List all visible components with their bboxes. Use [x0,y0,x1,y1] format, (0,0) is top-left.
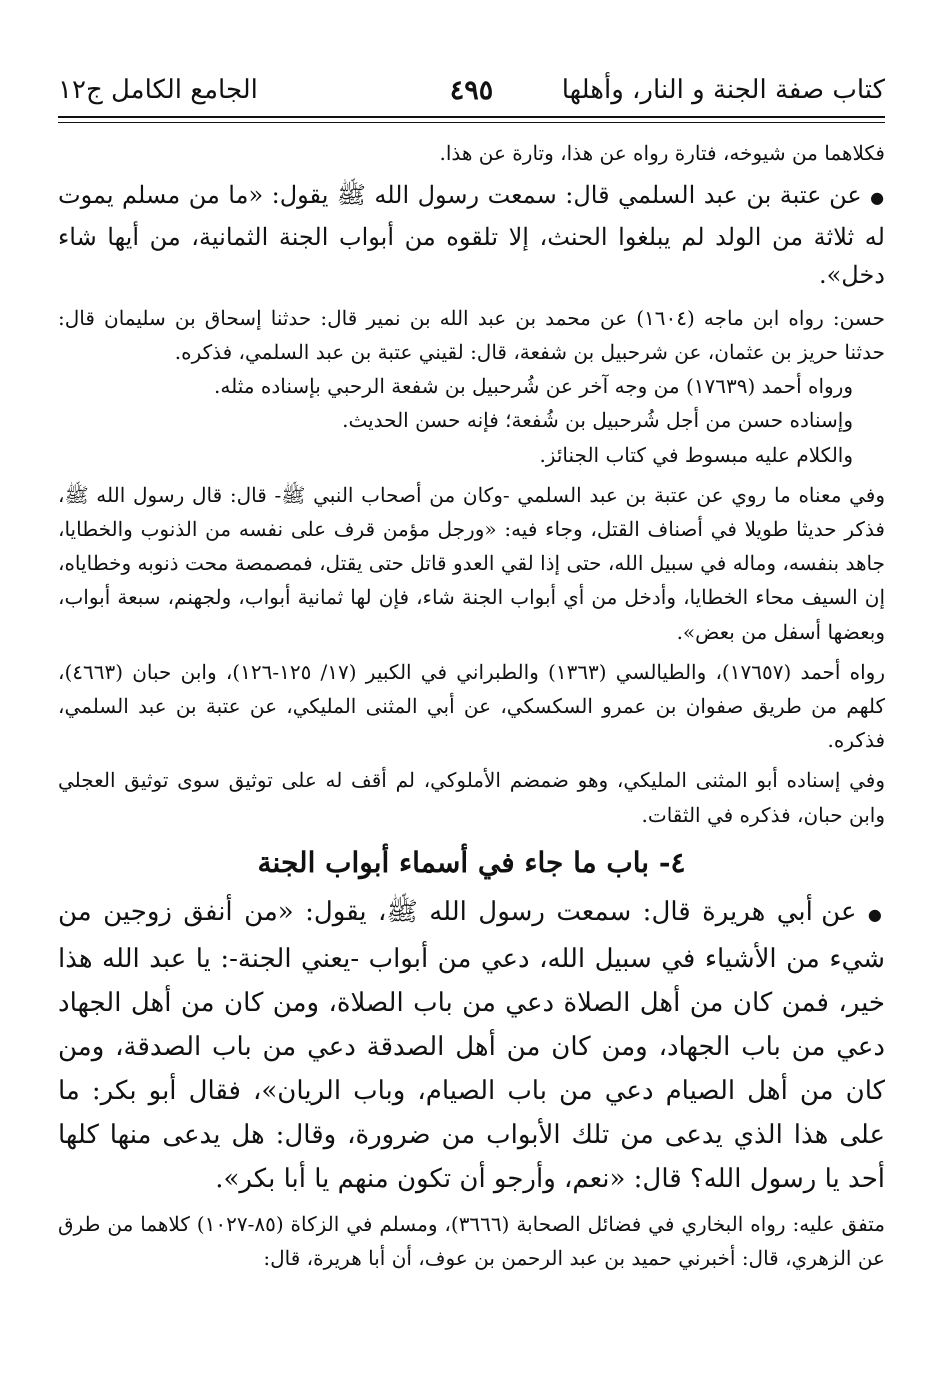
paragraph-5: وإسناده حسن من أجل شُرحبيل بن شُفعة؛ فإنه حسن الحديث. [342,408,853,433]
paragraph-9: وفي إسناده أبو المثنى المليكي، وهو ضمضم الأملوكي، لم أقف له على توثيق سوى توثيق العجلي وابن حبان، فذكره في الثقات. [58,768,886,827]
paragraph-6: والكلام عليه مبسوط في كتاب الجنائز. [539,442,853,467]
header-chapter-title: كتاب صفة الجنة و النار، وأهلها [561,75,885,105]
header-rule-thick [58,116,885,118]
paragraph-8: رواه أحمد (١٧٦٥٧)، والطيالسي (١٣٦٣) والطبراني في الكبير (١٧/ ١٢٥-١٢٦)، وابن حبان (٤٦٦٣)، كلهم من طريق صفوان بن عمرو السكسكي، عن أبي المثنى المليكي، عن عتبة بن عبد السلمي، فذكره. [58,659,885,753]
paragraph-1: فكلاهما من شيوخه، فتارة رواه عن هذا، وتارة عن هذا. [439,141,885,165]
hadith-text: عن أبي هريرة قال: سمعت رسول الله ﷺ، يقول: «من أنفق زوجين من شيء من الأشياء في سبيل الله، دعي من أبواب -يعني الجنة-: يا عبد الله هذا خير، فمن كان من أهل الصلاة دعي من باب الصلاة، ومن كان من أهل الجهاد دعي من باب الجهاد، ومن كان من أهل الصدقة دعي من باب الصدقة، ومن كان من أهل الصيام دعي من باب الصيام، وباب الريان»، فقال أبو بكر: ما على هذا الذي يدعى من تلك الأبواب من ضرورة، وقال: هل يدعى منها كلها أحد يا رسول الله؟ قال: «نعم، وأرجو أن تكون منهم يا أبا بكر». [58,896,885,1194]
header-rule-thin [58,122,885,123]
bullet-icon: ● [867,904,885,924]
takhrij-paragraph-2: متفق عليه: رواه البخاري في فضائل الصحابة (٣٦٦٦)، ومسلم في الزكاة (٨٥-١٠٢٧) كلاهما من طرق عن الزهري، قال: أخبرني حميد بن عبد الرحمن بن عوف، أن أبا هريرة، قال: [58,1211,885,1270]
bullet-icon: ● [870,188,885,208]
paragraph-4: ورواه أحمد (١٧٦٣٩) من وجه آخر عن شُرحبيل بن شفعة الرحبي بإسناده مثله. [214,374,853,399]
running-header [58,68,885,112]
paragraph-7: وفي معناه ما روي عن عتبة بن عبد السلمي -وكان من أصحاب النبي ﷺ- قال: قال رسول الله ﷺ، فذكر حديثا طويلا في أصناف القتل، وجاء فيه: «ورجل مؤمن قرف على نفسه من الذنوب والخطايا، جاهد بنفسه، وماله في سبيل الله، حتى إذا لقي العدو قاتل حتى يقتل، فمصمصة محت ذنوبه وخطاياه، إن السيف محاء الخطايا، وأدخل من أي أبواب الجنة شاء، فإن لها ثمانية أبواب، ولجهنم، سبعة أبواب، وبعضها أسفل من بعض». [58,482,886,644]
takhrij-paragraph-1: حسن: رواه ابن ماجه (١٦٠٤) عن محمد بن عبد الله بن نمير قال: حدثنا إسحاق بن سليمان قال: حدثنا حريز بن عثمان، عن شرحبيل بن شفعة، قال: لقيني عتبة بن عبد السلمي، فذكره. [58,305,885,364]
hadith-paragraph-1 [58,176,885,295]
header-book-title: الجامع الكامل ج١٢ [58,75,258,105]
hadith-paragraph-2 [58,890,885,1201]
chapter-heading: ٤- باب ما جاء في أسماء أبواب الجنة [257,845,686,879]
page-number: ٤٩٥ [449,74,494,106]
page-content [58,136,885,1275]
hadith-text: عن عتبة بن عبد السلمي قال: سمعت رسول الله ﷺ يقول: «ما من مسلم يموت له ثلاثة من الولد لم يبلغوا الحنث، إلا تلقوه من أبواب الجنة الثمانية، من أيها شاء دخل». [58,181,885,290]
